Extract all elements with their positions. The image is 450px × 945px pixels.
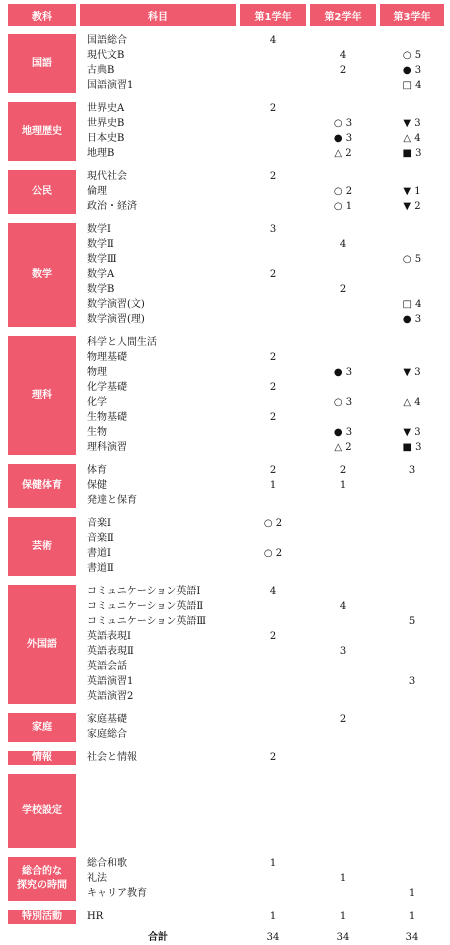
year3-credits <box>380 713 444 727</box>
course-name: 生物 <box>87 427 107 438</box>
total-year2: 34 <box>336 932 350 943</box>
table-row <box>80 804 444 818</box>
year2-credits <box>310 834 376 848</box>
table-row <box>80 479 444 493</box>
year1-credits: 1 <box>269 858 277 869</box>
course-name: 数学A <box>87 269 115 280</box>
year1-credits <box>240 690 306 704</box>
table-row <box>80 690 444 704</box>
table-row <box>80 660 444 674</box>
year3-credits <box>380 517 444 531</box>
year3-credits: 5 <box>408 616 416 627</box>
table-row <box>80 396 444 410</box>
year1-credits <box>240 713 306 727</box>
table-row <box>80 147 444 161</box>
course-name: 礼法 <box>87 873 107 884</box>
table-row <box>80 238 444 252</box>
year2-credits <box>310 79 376 93</box>
year3-credits: ○ 5 <box>402 50 422 61</box>
year1-credits <box>240 147 306 161</box>
year2-credits <box>310 517 376 531</box>
subject-label: 数学 <box>8 223 76 327</box>
table-row <box>80 253 444 267</box>
course-name: 数学Ⅰ <box>87 224 111 235</box>
year3-credits: □ 4 <box>402 299 422 310</box>
course-name: コミュニケーション英語Ⅰ <box>87 586 201 597</box>
table-row <box>80 381 444 395</box>
course-name: 家庭総合 <box>87 729 127 740</box>
course-name: 世界史A <box>87 103 125 114</box>
course-name: 書道Ⅰ <box>87 548 111 559</box>
year2-credits: ○ 3 <box>333 118 353 129</box>
year3-credits: ● 3 <box>402 314 422 325</box>
table-row <box>80 34 444 48</box>
subject-label: 保健体育 <box>8 464 76 508</box>
year2-credits <box>310 268 376 282</box>
course-name: 体育 <box>87 465 107 476</box>
subject-label: 外国語 <box>8 585 76 704</box>
year1-credits <box>240 441 306 455</box>
year3-credits <box>380 283 444 297</box>
year3-credits <box>380 630 444 644</box>
course-name: HR <box>87 911 104 922</box>
course-name: 生物基礎 <box>87 412 127 423</box>
year2-credits <box>310 313 376 327</box>
course-name: 科学と人間生活 <box>87 337 157 348</box>
course-name: 家庭基礎 <box>87 714 127 725</box>
year1-credits <box>240 660 306 674</box>
year1-credits: 2 <box>269 465 277 476</box>
year3-credits: ● 3 <box>402 65 422 76</box>
course-name <box>80 819 236 833</box>
table-row <box>80 675 444 689</box>
course-name: 英語演習2 <box>87 691 134 702</box>
year3-credits <box>380 585 444 599</box>
course-name <box>80 834 236 848</box>
year2-credits: ○ 3 <box>333 397 353 408</box>
course-name: 物理基礎 <box>87 352 127 363</box>
year2-credits <box>310 253 376 267</box>
course-name: 数学演習(理) <box>87 314 145 325</box>
year3-credits <box>380 774 444 788</box>
year1-credits: 2 <box>269 352 277 363</box>
course-name: 英語演習1 <box>87 676 134 687</box>
table-row <box>80 630 444 644</box>
year1-credits: 1 <box>269 480 277 491</box>
year1-credits <box>240 313 306 327</box>
year2-credits <box>310 630 376 644</box>
table-row <box>80 79 444 93</box>
year3-credits <box>380 804 444 818</box>
year3-credits <box>380 268 444 282</box>
course-name: 英語表現Ⅱ <box>87 646 134 657</box>
year3-credits: □ 4 <box>402 80 422 91</box>
table-row <box>80 200 444 214</box>
year2-credits: 1 <box>339 480 347 491</box>
course-name: 古典B <box>87 65 115 76</box>
year1-credits: ○ 2 <box>263 518 283 529</box>
year2-credits <box>310 34 376 48</box>
table-row <box>80 645 444 659</box>
total-row <box>80 931 444 945</box>
course-name <box>80 789 236 803</box>
course-name <box>80 804 236 818</box>
year1-credits <box>240 675 306 689</box>
year2-credits: ● 3 <box>333 133 353 144</box>
table-row <box>80 562 444 576</box>
year1-credits: 2 <box>269 269 277 280</box>
table-row <box>80 713 444 727</box>
year2-credits: 2 <box>339 714 347 725</box>
table-row <box>80 441 444 455</box>
course-name: 化学基礎 <box>87 382 127 393</box>
course-name: 数学B <box>87 284 115 295</box>
subject-label: 国語 <box>8 34 76 93</box>
year1-credits <box>240 789 306 803</box>
year2-credits: 1 <box>339 911 347 922</box>
year1-credits: 4 <box>269 35 277 46</box>
year3-credits <box>380 479 444 493</box>
year3-credits <box>380 562 444 576</box>
table-row <box>80 834 444 848</box>
table-row <box>80 336 444 350</box>
year3-credits <box>380 411 444 425</box>
header-year2: 第2学年 <box>310 4 376 26</box>
year2-credits <box>310 675 376 689</box>
year2-credits <box>310 857 376 871</box>
year3-credits <box>380 600 444 614</box>
year1-credits: 4 <box>269 586 277 597</box>
table-row <box>80 910 444 924</box>
year3-credits: ▼ 2 <box>403 201 421 212</box>
year1-credits: ○ 2 <box>263 548 283 559</box>
course-name: 世界史B <box>87 118 125 129</box>
year2-credits: ○ 1 <box>333 201 353 212</box>
year1-credits <box>240 562 306 576</box>
table-row <box>80 789 444 803</box>
course-name: 社会と情報 <box>87 752 137 763</box>
year1-credits <box>240 253 306 267</box>
table-row <box>80 774 444 788</box>
year3-credits <box>380 645 444 659</box>
year2-credits <box>310 585 376 599</box>
year1-credits <box>240 238 306 252</box>
table-row <box>80 117 444 131</box>
year2-credits: ○ 2 <box>333 186 353 197</box>
table-row <box>80 411 444 425</box>
course-name: キャリア教育 <box>87 888 147 899</box>
course-name: 音楽Ⅰ <box>87 518 111 529</box>
course-name: 英語表現Ⅰ <box>87 631 131 642</box>
course-name: 倫理 <box>87 186 107 197</box>
year3-credits <box>380 834 444 848</box>
year2-credits <box>310 494 376 508</box>
subject-label: 特別活動 <box>8 910 76 924</box>
year2-credits: 4 <box>339 239 347 250</box>
course-name: 発達と保育 <box>87 495 137 506</box>
year2-credits <box>310 298 376 312</box>
header-year3: 第3学年 <box>380 4 444 26</box>
year1-credits: 1 <box>269 911 277 922</box>
subject-label: 公民 <box>8 170 76 214</box>
year1-credits <box>240 600 306 614</box>
year3-credits <box>380 532 444 546</box>
table-row <box>80 751 444 765</box>
year1-credits <box>240 834 306 848</box>
table-row <box>80 426 444 440</box>
year2-credits: ● 3 <box>333 367 353 378</box>
table-row <box>80 819 444 833</box>
total-label: 合計 <box>148 932 168 943</box>
course-name: 数学演習(文) <box>87 299 145 310</box>
year3-credits <box>380 102 444 116</box>
year1-credits <box>240 49 306 63</box>
year2-credits <box>310 819 376 833</box>
year1-credits <box>240 615 306 629</box>
year3-credits <box>380 789 444 803</box>
year3-credits <box>380 381 444 395</box>
course-name: 数学Ⅲ <box>87 254 117 265</box>
year2-credits <box>310 351 376 365</box>
year3-credits <box>380 690 444 704</box>
year2-credits <box>310 223 376 237</box>
year1-credits <box>240 396 306 410</box>
table-row <box>80 351 444 365</box>
year1-credits <box>240 494 306 508</box>
table-row <box>80 600 444 614</box>
year2-credits <box>310 804 376 818</box>
course-name: 音楽Ⅱ <box>87 533 114 544</box>
table-row <box>80 64 444 78</box>
year3-credits: 3 <box>408 465 416 476</box>
course-name: 政治・経済 <box>87 201 137 212</box>
header-course: 科目 <box>80 4 236 26</box>
year2-credits <box>310 411 376 425</box>
table-row <box>80 283 444 297</box>
year2-credits <box>310 774 376 788</box>
course-name: 国語演習1 <box>87 80 134 91</box>
header-year1: 第1学年 <box>240 4 306 26</box>
year1-credits: 2 <box>269 382 277 393</box>
table-row <box>80 872 444 886</box>
total-year1: 34 <box>266 932 280 943</box>
course-name: コミュニケーション英語Ⅱ <box>87 601 204 612</box>
table-row <box>80 366 444 380</box>
year1-credits <box>240 774 306 788</box>
course-name: 国語総合 <box>87 35 127 46</box>
year2-credits: 1 <box>339 873 347 884</box>
table-row <box>80 517 444 531</box>
year1-credits <box>240 728 306 742</box>
subject-label: 理科 <box>8 336 76 455</box>
year2-credits <box>310 690 376 704</box>
year1-credits: 2 <box>269 752 277 763</box>
course-name: 物理 <box>87 367 107 378</box>
year2-credits: 2 <box>339 284 347 295</box>
year3-credits <box>380 494 444 508</box>
year3-credits <box>380 660 444 674</box>
year2-credits: △ 2 <box>334 148 352 159</box>
year1-credits: 2 <box>269 171 277 182</box>
year2-credits: 2 <box>339 65 347 76</box>
year1-credits <box>240 185 306 199</box>
year2-credits: ● 3 <box>333 427 353 438</box>
year1-credits: 2 <box>269 412 277 423</box>
year2-credits <box>310 562 376 576</box>
course-name: 日本史B <box>87 133 125 144</box>
year1-credits <box>240 132 306 146</box>
year1-credits <box>240 64 306 78</box>
year2-credits <box>310 170 376 184</box>
table-row <box>80 728 444 742</box>
year3-credits: ○ 5 <box>402 254 422 265</box>
total-year3: 34 <box>405 932 419 943</box>
course-name: 英語会話 <box>87 661 127 672</box>
year2-credits: 3 <box>339 646 347 657</box>
table-row <box>80 268 444 282</box>
table-row <box>80 532 444 546</box>
course-name: 理科演習 <box>87 442 127 453</box>
subject-label: 学校設定 <box>8 774 76 848</box>
subject-label: 芸術 <box>8 517 76 576</box>
year3-credits: 1 <box>408 888 416 899</box>
year2-credits <box>310 728 376 742</box>
year3-credits: ▼ 1 <box>403 186 421 197</box>
year1-credits <box>240 298 306 312</box>
year1-credits <box>240 645 306 659</box>
year2-credits <box>310 751 376 765</box>
year2-credits: △ 2 <box>334 442 352 453</box>
year1-credits: 2 <box>269 103 277 114</box>
course-name: 地理B <box>87 148 115 159</box>
year3-credits <box>380 751 444 765</box>
year1-credits <box>240 887 306 901</box>
year3-credits: ▼ 3 <box>403 367 421 378</box>
year3-credits <box>380 857 444 871</box>
table-row <box>80 857 444 871</box>
table-row <box>80 223 444 237</box>
subject-label: 情報 <box>8 751 76 765</box>
table-row <box>80 887 444 901</box>
year3-credits <box>380 872 444 886</box>
year3-credits <box>380 728 444 742</box>
year1-credits <box>240 336 306 350</box>
course-name: 現代文B <box>87 50 125 61</box>
course-name: 化学 <box>87 397 107 408</box>
table-row <box>80 585 444 599</box>
year3-credits <box>380 170 444 184</box>
year3-credits <box>380 223 444 237</box>
table-row <box>80 547 444 561</box>
year2-credits <box>310 381 376 395</box>
course-name: 数学Ⅱ <box>87 239 114 250</box>
year3-credits: 1 <box>408 911 416 922</box>
course-name: 保健 <box>87 480 107 491</box>
year3-credits <box>380 34 444 48</box>
subject-label: 総合的な 探究の時間 <box>8 857 76 901</box>
year1-credits <box>240 804 306 818</box>
subject-label: 地理歴史 <box>8 102 76 161</box>
table-row <box>80 464 444 478</box>
year3-credits: △ 4 <box>403 133 421 144</box>
year2-credits <box>310 547 376 561</box>
header-subject: 教科 <box>8 4 76 26</box>
year3-credits: ▼ 3 <box>403 118 421 129</box>
table-row <box>80 298 444 312</box>
table-row <box>80 102 444 116</box>
table-row <box>80 494 444 508</box>
year1-credits: 2 <box>269 631 277 642</box>
course-name <box>80 774 236 788</box>
year2-credits <box>310 336 376 350</box>
year2-credits <box>310 660 376 674</box>
year1-credits <box>240 532 306 546</box>
year1-credits <box>240 819 306 833</box>
subject-label: 家庭 <box>8 713 76 742</box>
year3-credits: ▼ 3 <box>403 427 421 438</box>
course-name: 書道Ⅱ <box>87 563 114 574</box>
year3-credits <box>380 819 444 833</box>
year2-credits <box>310 789 376 803</box>
year1-credits <box>240 283 306 297</box>
course-name: 現代社会 <box>87 171 127 182</box>
table-row <box>80 170 444 184</box>
table-row <box>80 615 444 629</box>
year1-credits <box>240 366 306 380</box>
year2-credits <box>310 887 376 901</box>
year3-credits <box>380 547 444 561</box>
table-row <box>80 49 444 63</box>
year3-credits <box>380 336 444 350</box>
table-row <box>80 132 444 146</box>
table-row <box>80 185 444 199</box>
year1-credits <box>240 200 306 214</box>
year1-credits <box>240 872 306 886</box>
table-row <box>80 313 444 327</box>
year3-credits <box>380 351 444 365</box>
year2-credits <box>310 102 376 116</box>
year1-credits <box>240 117 306 131</box>
course-name: 総合和歌 <box>87 858 127 869</box>
year2-credits <box>310 615 376 629</box>
year3-credits: 3 <box>408 676 416 687</box>
year2-credits <box>310 532 376 546</box>
year2-credits: 4 <box>339 601 347 612</box>
year3-credits: △ 4 <box>403 397 421 408</box>
year2-credits: 2 <box>339 465 347 476</box>
year1-credits: 3 <box>269 224 277 235</box>
year3-credits: ■ 3 <box>402 442 422 453</box>
year1-credits <box>240 79 306 93</box>
year3-credits: ■ 3 <box>402 148 422 159</box>
year1-credits <box>240 426 306 440</box>
course-name: コミュニケーション英語Ⅲ <box>87 616 207 627</box>
year2-credits: 4 <box>339 50 347 61</box>
year3-credits <box>380 238 444 252</box>
